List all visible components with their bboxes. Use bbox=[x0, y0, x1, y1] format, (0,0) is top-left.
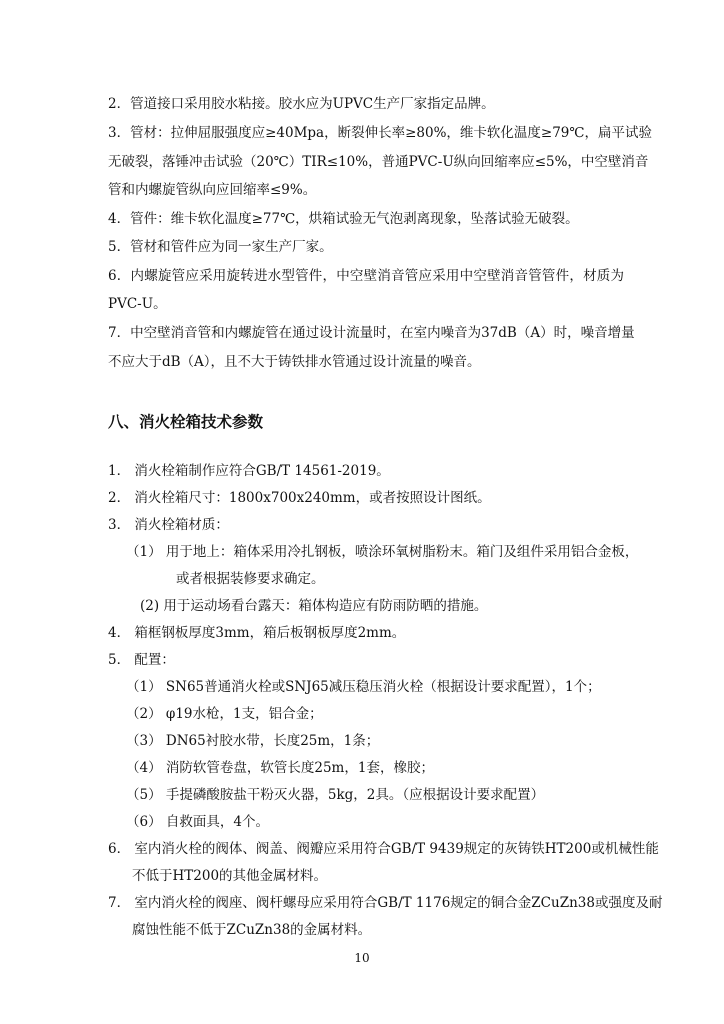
pipe-item-3-line-1: 3．管材：拉伸屈服强度应≥40Mpa，断裂伸长率≥80%，维卡软化温度≥79℃，扁平试验 bbox=[108, 125, 653, 141]
hydrant-item-3-sub-1-line-2: 或者根据装修要求确定。 bbox=[176, 571, 325, 587]
pipe-item-3-line-3: 管和内螺旋管纵向应回缩率≤9%。 bbox=[108, 182, 317, 198]
hydrant-item-5-sub-1: （1） SN65普通消火栓或SNJ65减压稳压消火栓（根据设计要求配置），1个； bbox=[126, 679, 601, 695]
pipe-item-3-line-2: 无破裂，落锤冲击试验（20℃）TIR≤10%，普通PVC-U纵向回缩率应≤5%，中空壁消音 bbox=[108, 154, 649, 170]
pipe-item-6-line-1: 6．内螺旋管应采用旋转进水型管件，中空壁消音管应采用中空壁消音管管件，材质为 bbox=[108, 268, 624, 284]
pipe-item-7-line-1: 7．中空壁消音管和内螺旋管在通过设计流量时，在室内噪音为37dB（A）时，噪音增量 bbox=[108, 325, 635, 341]
hydrant-item-5-sub-4: （4） 消防软管卷盘，软管长度25m，1套，橡胶； bbox=[126, 760, 434, 776]
hydrant-item-3-sub-1-line-1: （1） 用于地上：箱体采用冷扎钢板，喷涂环氧树脂粉末。箱门及组件采用铝合金板， bbox=[126, 544, 639, 560]
hydrant-item-1: 1． 消火栓箱制作应符合GB/T 14561-2019。 bbox=[108, 463, 390, 479]
hydrant-item-5-sub-2: （2） φ19水枪，1支，铝合金； bbox=[126, 706, 323, 722]
pipe-item-4: 4．管件：维卡软化温度≥77℃，烘箱试验无气泡剥离现象，坠落试验无破裂。 bbox=[108, 211, 579, 227]
hydrant-item-6-line-1: 6． 室内消火栓的阀体、阀盖、阀瓣应采用符合GB/T 9439规定的灰铸铁HT200或机械性能 bbox=[108, 841, 659, 857]
pipe-item-5: 5．管材和管件应为同一家生产厂家。 bbox=[108, 239, 333, 255]
pipe-item-2: 2．管道接口采用胶水粘接。胶水应为UPVC生产厂家指定品牌。 bbox=[108, 96, 495, 112]
hydrant-item-5: 5． 配置： bbox=[108, 652, 175, 668]
hydrant-item-7-line-2: 腐蚀性能不低于ZCuZn38的金属材料。 bbox=[132, 922, 372, 938]
hydrant-item-2: 2． 消火栓箱尺寸：1800x700x240mm，或者按照设计图纸。 bbox=[108, 490, 491, 506]
section-heading: 八、消火栓箱技术参数 bbox=[108, 413, 264, 431]
hydrant-item-5-sub-5: （5） 手提磷酸胺盐干粉灭火器，5kg，2具。（应根据设计要求配置） bbox=[126, 787, 545, 803]
page-number: 10 bbox=[354, 951, 370, 965]
hydrant-item-3: 3． 消火栓箱材质： bbox=[108, 517, 229, 533]
hydrant-item-6-line-2: 不低于HT200的其他金属材料。 bbox=[132, 868, 328, 884]
hydrant-item-4: 4． 箱框钢板厚度3mm，箱后板钢板厚度2mm。 bbox=[108, 625, 406, 641]
hydrant-item-5-sub-6: （6） 自救面具，4个。 bbox=[126, 814, 269, 830]
hydrant-item-7-line-1: 7． 室内消火栓的阀座、阀杆螺母应采用符合GB/T 1176规定的铜合金ZCuZn38或强度及耐 bbox=[108, 895, 663, 911]
pipe-item-7-line-2: 不应大于dB（A），且不大于铸铁排水管通过设计流量的噪音。 bbox=[108, 354, 481, 370]
hydrant-item-3-sub-2: (2) 用于运动场看台露天：箱体构造应有防雨防晒的措施。 bbox=[140, 598, 488, 614]
pipe-item-6-line-2: PVC-U。 bbox=[108, 296, 167, 312]
hydrant-item-5-sub-3: （3） DN65衬胶水带，长度25m，1条； bbox=[126, 733, 380, 749]
